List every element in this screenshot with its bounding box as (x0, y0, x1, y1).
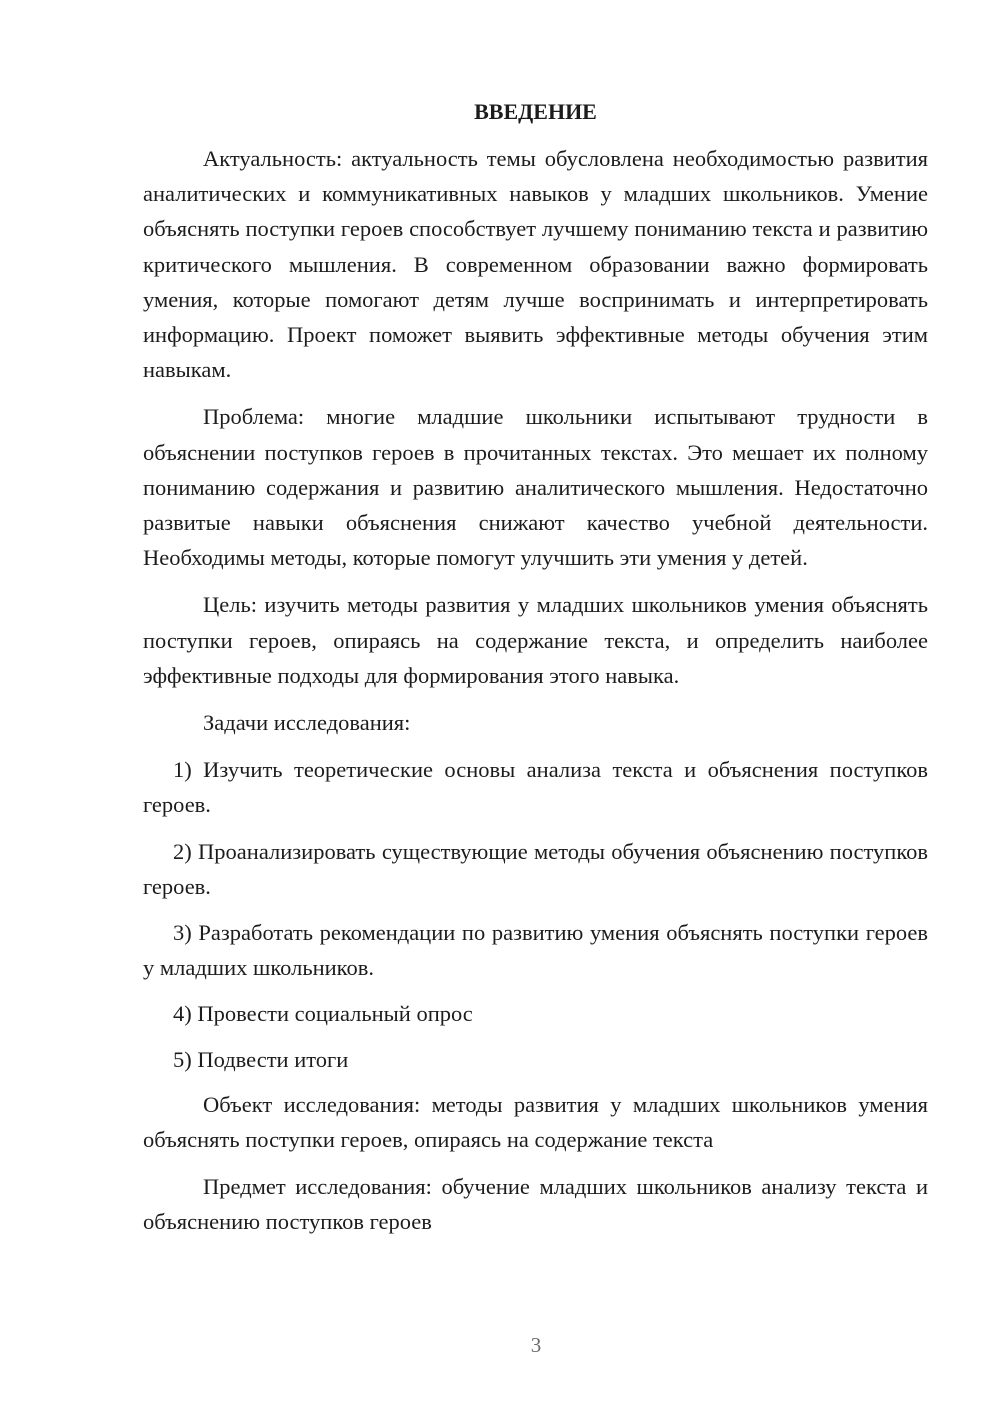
page-body (143, 94, 928, 1252)
task-item-5: 5) Подвести итоги (173, 1046, 349, 1072)
task-item-1: 1) Изучить теоретические основы анализа текста и объяснения поступков героев. (143, 757, 928, 818)
tasks-heading: Задачи исследования: (203, 710, 411, 736)
page-title: ВВЕДЕНИЕ (474, 99, 597, 124)
task-item-3: 3) Разработать рекомендации по развитию умения объяснять поступки героев у младших школьников. (143, 920, 928, 981)
relevance-paragraph: Актуальность: актуальность темы обусловлена необходимостью развития аналитических и коммуникативных навыков у младших школьников. Умение объяснять поступки героев способствует лучшему пониманию текста и развитию критического мышления. В современном образовании важно формировать умения, которые помогают детям лучше воспринимать и интерпретировать информацию. Проект поможет выявить эффективные методы обучения этим навыкам. (143, 146, 928, 383)
page-number: 3 (530, 1333, 542, 1357)
object-paragraph: Объект исследования: методы развития у младших школьников умения объяснять поступки героев, опираясь на содержание текста (143, 1091, 928, 1153)
task-item-4: 4) Провести социальный опрос (173, 1001, 473, 1027)
problem-paragraph: Проблема: многие младшие школьники испытывают трудности в объяснении поступков героев в прочитанных текстах. Это мешает их полному пониманию содержания и развитию аналитического мышления. Недостаточно развитые навыки объяснения снижают качество учебной деятельности. Необходимы методы, которые помогут улучшить эти умения у детей. (143, 404, 928, 571)
subject-paragraph: Предмет исследования: обучение младших школьников анализу текста и объяснению поступков героев (143, 1174, 928, 1235)
goal-paragraph: Цель: изучить методы развития у младших школьников умения объяснять поступки героев, опираясь на содержание текста, и определить наиболее эффективные подходы для формирования этого навыка. (143, 592, 928, 688)
task-item-2: 2) Проанализировать существующие методы обучения объяснению поступков героев. (143, 838, 928, 899)
